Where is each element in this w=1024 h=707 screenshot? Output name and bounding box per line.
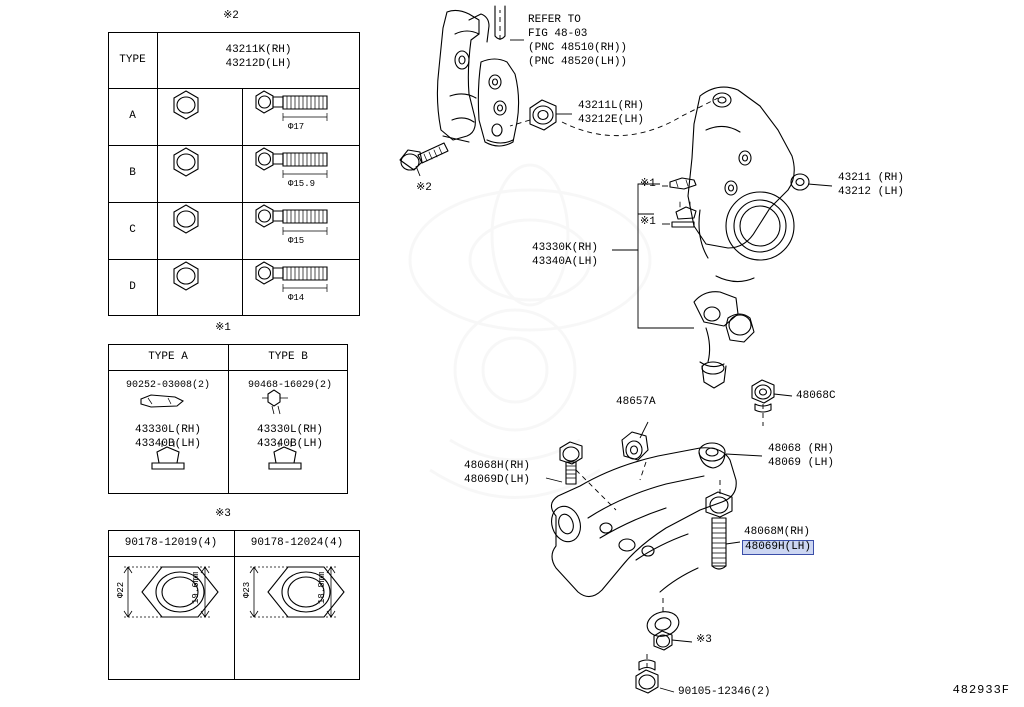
callout-48068-line2: 48069 (LH)	[768, 457, 835, 469]
callout-43330K-line2: 43340A(LH)	[532, 256, 599, 268]
callout-48068H-line2: 48069D(LH)	[464, 474, 531, 486]
callout-48068H-line1: 48068H(RH)	[464, 460, 531, 472]
table1-header-partno-1: 43211K(RH)	[225, 44, 292, 56]
callout-48068C: 48068C	[796, 390, 836, 402]
table2-col-b: TYPE B	[268, 351, 308, 363]
table3-cell-b-width: Φ23	[242, 581, 252, 598]
table2-cell-b-partno: 90468-16029(2)	[247, 380, 332, 391]
marker-3-main: ※3	[696, 634, 712, 646]
marker-2-table1: ※2	[223, 10, 239, 22]
table1-row-C-type: C	[129, 224, 136, 236]
callout-48068M-line1: 48068M(RH)	[744, 526, 811, 538]
table1-row-B-dia: Φ15.9	[288, 179, 316, 189]
diagram-code: 482933F	[952, 683, 1010, 697]
table1-row-C-dia: Φ15	[288, 236, 305, 246]
table2-col-a: TYPE A	[148, 351, 188, 363]
callout-refer-to-line1: REFER TO	[528, 14, 581, 26]
callout-43211L-line1: 43211L(RH)	[578, 100, 645, 112]
marker-1-main-b: ※1	[640, 216, 656, 228]
table3-cell-a-height: 19.6mm	[191, 571, 201, 604]
table1-row-D-type: D	[129, 281, 136, 293]
table1-row-A-dia: Φ17	[288, 122, 305, 132]
marker-2-main: ※2	[416, 182, 432, 194]
callout-43211-line1: 43211 (RH)	[838, 172, 905, 184]
callout-48068-line1: 48068 (RH)	[768, 443, 835, 455]
marker-1-table2: ※1	[215, 322, 231, 334]
callout-43211-line2: 43212 (LH)	[838, 186, 905, 198]
table2-cell-b-line2: 43340B(LH)	[256, 438, 323, 450]
callout-refer-to-line2: FIG 48-03	[528, 28, 588, 40]
table3-cell-b-height: 18.8mm	[317, 571, 327, 604]
callout-43211L-line2: 43212E(LH)	[578, 114, 645, 126]
callout-refer-to-line4: (PNC 48520(LH))	[528, 56, 628, 68]
table3-col-b: 90178-12024(4)	[250, 537, 344, 549]
table3-cell-a-width: Φ22	[116, 581, 126, 598]
table1-row-D-dia: Φ14	[288, 293, 305, 303]
callout-43330K-line1: 43330K(RH)	[532, 242, 599, 254]
table2-cell-a-line2: 43340B(LH)	[134, 438, 201, 450]
marker-1-main-a: ※1	[640, 178, 656, 190]
callout-48657A: 48657A	[616, 396, 656, 408]
callout-refer-to-line3: (PNC 48510(RH))	[528, 42, 628, 54]
table1-row-A-type: A	[129, 110, 136, 122]
table1-header-partno-2: 43212D(LH)	[225, 58, 292, 70]
marker-3-table3: ※3	[215, 508, 231, 520]
table1-row-B-type: B	[129, 167, 136, 179]
table2-cell-a-line1: 43330L(RH)	[134, 424, 201, 436]
table3-col-a: 90178-12019(4)	[124, 537, 218, 549]
callout-48069H-highlight[interactable]: 48069H(LH)	[742, 540, 814, 555]
table1-header-type: TYPE	[119, 54, 146, 66]
table2-cell-b-line1: 43330L(RH)	[256, 424, 323, 436]
table2-cell-a-partno: 90252-03008(2)	[125, 380, 210, 391]
callout-90105: 90105-12346(2)	[678, 686, 771, 698]
